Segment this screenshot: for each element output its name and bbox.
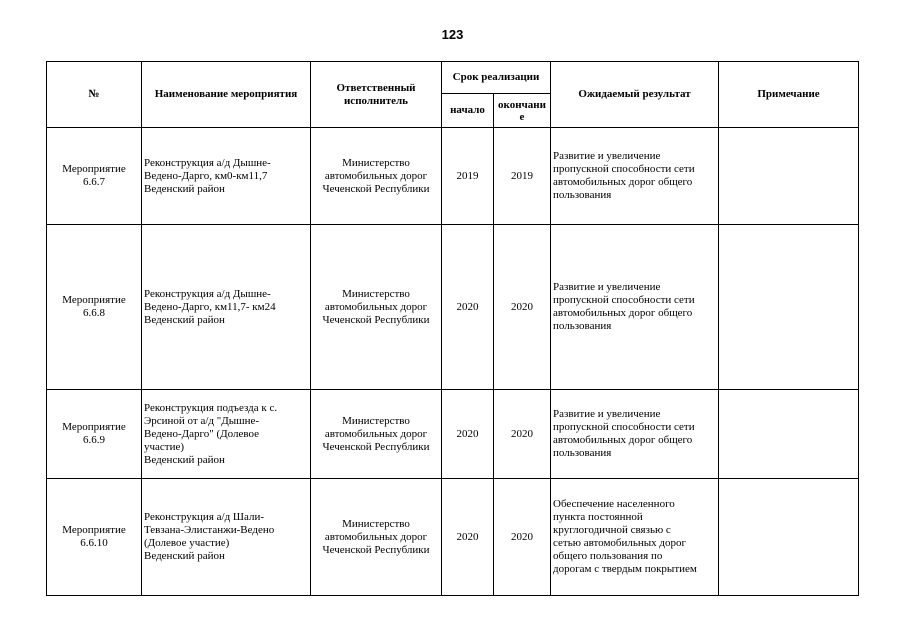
cell-name: Реконструкция а/д Шали- Тевзана-Элистанжи-Ведено (Долевое участие) Веденский район xyxy=(142,479,311,596)
cell-num: Мероприятие 6.6.9 xyxy=(47,390,142,479)
header-result: Ожидаемый результат xyxy=(551,62,719,128)
header-row xyxy=(47,62,859,94)
cell-start: 2020 xyxy=(442,390,494,479)
table-row xyxy=(47,225,859,390)
cell-result: Развитие и увеличение пропускной способности сети автомобильных дорог общего пользования xyxy=(551,225,719,390)
cell-end: 2020 xyxy=(494,225,551,390)
cell-start: 2020 xyxy=(442,225,494,390)
cell-name: Реконструкция подъезда к с. Эрсиной от а/д "Дышне- Ведено-Дарго" (Долевое участие) Веденский район xyxy=(142,390,311,479)
table-row xyxy=(47,128,859,225)
plan-table xyxy=(46,61,859,596)
cell-note xyxy=(719,390,859,479)
cell-end: 2020 xyxy=(494,479,551,596)
cell-note xyxy=(719,128,859,225)
cell-note xyxy=(719,225,859,390)
table-row xyxy=(47,390,859,479)
cell-end: 2020 xyxy=(494,390,551,479)
header-executor: Ответственный исполнитель xyxy=(311,62,442,128)
cell-note xyxy=(719,479,859,596)
cell-executor: Министерство автомобильных дорог Чеченской Республики xyxy=(311,128,442,225)
header-note: Примечание xyxy=(719,62,859,128)
cell-end: 2019 xyxy=(494,128,551,225)
cell-executor: Министерство автомобильных дорог Чеченской Республики xyxy=(311,479,442,596)
header-period: Срок реализации xyxy=(442,62,551,94)
cell-result: Развитие и увеличение пропускной способности сети автомобильных дорог общего пользования xyxy=(551,128,719,225)
header-num: № xyxy=(47,62,142,128)
cell-executor: Министерство автомобильных дорог Чеченской Республики xyxy=(311,390,442,479)
cell-start: 2020 xyxy=(442,479,494,596)
cell-result: Обеспечение населенного пункта постоянной круглогодичной связью с сетью автомобильных дорог общего пользования по дорогам с твердым покрытием xyxy=(551,479,719,596)
cell-num: Мероприятие 6.6.7 xyxy=(47,128,142,225)
header-start: начало xyxy=(442,94,494,128)
cell-executor: Министерство автомобильных дорог Чеченской Республики xyxy=(311,225,442,390)
table-row xyxy=(47,479,859,596)
cell-num: Мероприятие 6.6.8 xyxy=(47,225,142,390)
cell-start: 2019 xyxy=(442,128,494,225)
cell-name: Реконструкция а/д Дышне- Ведено-Дарго, км0-км11,7 Веденский район xyxy=(142,128,311,225)
cell-name: Реконструкция а/д Дышне- Ведено-Дарго, км11,7- км24 Веденский район xyxy=(142,225,311,390)
cell-num: Мероприятие 6.6.10 xyxy=(47,479,142,596)
header-name: Наименование мероприятия xyxy=(142,62,311,128)
cell-result: Развитие и увеличение пропускной способности сети автомобильных дорог общего пользования xyxy=(551,390,719,479)
page-number: 123 xyxy=(441,27,464,42)
header-end: окончание xyxy=(494,94,551,128)
